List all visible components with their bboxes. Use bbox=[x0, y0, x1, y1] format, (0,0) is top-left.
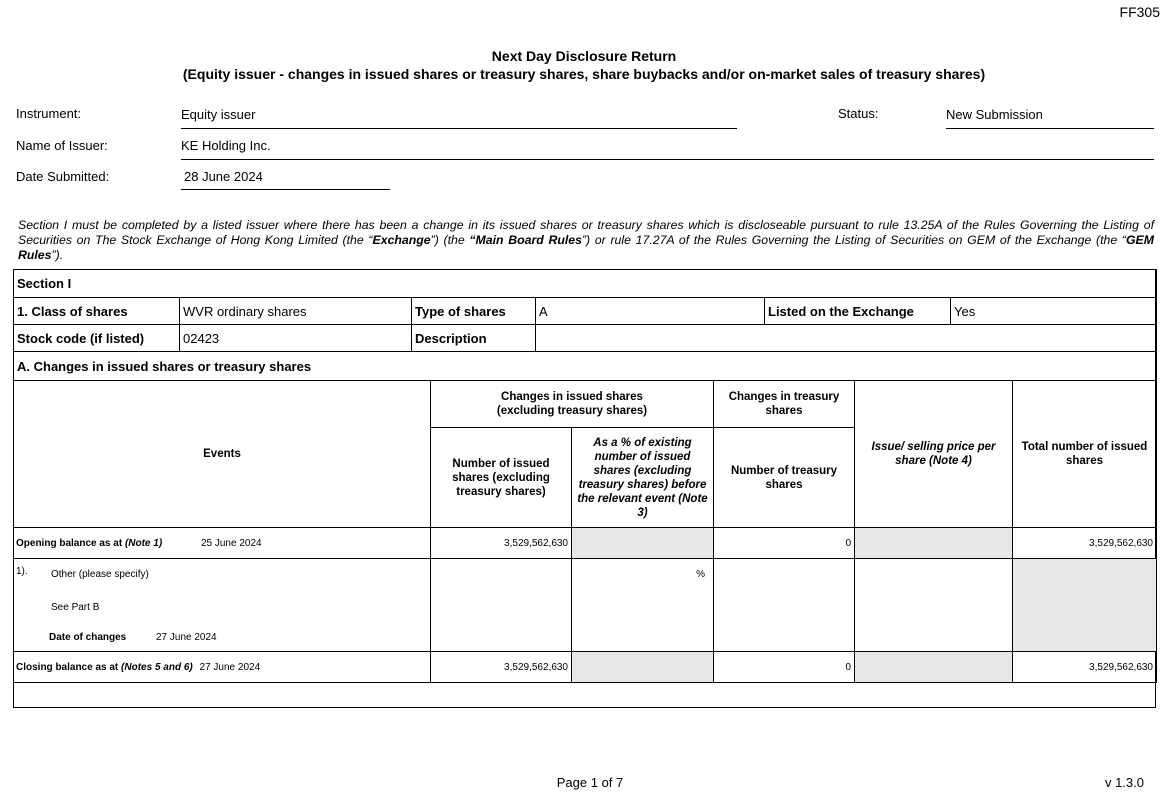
type-of-shares-value: A bbox=[536, 298, 765, 325]
event-type: Other (please specify) bbox=[51, 569, 149, 580]
exchange-term: Exchange bbox=[372, 233, 431, 247]
event-cell bbox=[14, 559, 431, 652]
opening-note: (Note 1) bbox=[124, 537, 163, 549]
section-title: Section I bbox=[14, 270, 1157, 298]
closing-pct-cell bbox=[572, 652, 714, 683]
event-detail: See Part B bbox=[51, 602, 100, 613]
event-date-label: Date of changes bbox=[49, 632, 127, 643]
date-submitted-value: 28 June 2024 bbox=[181, 169, 390, 190]
treasury-group-header: Changes in treasury shares bbox=[714, 381, 855, 428]
issuer-label: Name of Issuer: bbox=[16, 138, 108, 153]
closing-date: 27 June 2024 bbox=[199, 661, 261, 673]
gem-term: GEM Rules bbox=[18, 233, 1154, 262]
event-price-cell bbox=[855, 559, 1013, 652]
closing-balance-label: Closing balance as at bbox=[16, 661, 119, 673]
section-one-header-table bbox=[13, 269, 1157, 381]
closing-total-shares: 3,529,562,630 bbox=[1013, 652, 1157, 683]
form-code: FF305 bbox=[1119, 4, 1160, 20]
instrument-value: Equity issuer bbox=[181, 107, 737, 129]
event-number: 1). bbox=[16, 566, 28, 577]
stock-code-value: 02423 bbox=[180, 325, 412, 352]
issuer-value: KE Holding Inc. bbox=[181, 138, 1154, 160]
instrument-label: Instrument: bbox=[16, 106, 82, 121]
closing-treasury-shares: 0 bbox=[714, 652, 855, 683]
opening-price-cell bbox=[855, 528, 1013, 559]
description-value bbox=[536, 325, 1157, 352]
opening-balance-label: Opening balance as at bbox=[16, 537, 123, 549]
closing-note: (Notes 5 and 6) bbox=[121, 661, 193, 673]
closing-balance-cell bbox=[14, 652, 431, 683]
page-subtitle: (Equity issuer - changes in issued shares or treasury shares, share buybacks and/or on-market sales of treasury shares) bbox=[182, 66, 986, 82]
opening-balance-row bbox=[14, 528, 1157, 559]
opening-treasury-shares: 0 bbox=[714, 528, 855, 559]
percentage-header: As a % of existing number of issued shares (excluding treasury shares) before the relevant event (Note 3) bbox=[572, 428, 714, 528]
changes-table bbox=[13, 380, 1157, 683]
closing-issued-shares: 3,529,562,630 bbox=[431, 652, 572, 683]
description-label: Description bbox=[412, 325, 536, 352]
opening-balance-cell bbox=[14, 528, 431, 559]
type-of-shares-label: Type of shares bbox=[412, 298, 536, 325]
issued-group-header: Changes in issued shares (excluding treasury shares) bbox=[431, 381, 714, 428]
listed-value: Yes bbox=[951, 298, 1157, 325]
page-title: Next Day Disclosure Return bbox=[491, 48, 677, 64]
page-number: Page 1 of 7 bbox=[556, 775, 624, 790]
stock-code-label: Stock code (if listed) bbox=[14, 325, 180, 352]
treasury-shares-header: Number of treasury shares bbox=[714, 428, 855, 528]
closing-price-cell bbox=[855, 652, 1013, 683]
version-label: v 1.3.0 bbox=[1104, 775, 1144, 790]
opening-issued-shares: 3,529,562,630 bbox=[431, 528, 572, 559]
event-treasury-cell bbox=[714, 559, 855, 652]
part-a-title: A. Changes in issued shares or treasury shares bbox=[14, 352, 1157, 381]
class-of-shares-value: WVR ordinary shares bbox=[180, 298, 412, 325]
opening-pct-cell bbox=[572, 528, 714, 559]
opening-date: 25 June 2024 bbox=[200, 537, 262, 549]
main-board-term: “Main Board Rules bbox=[469, 233, 582, 247]
event-total-cell bbox=[1013, 559, 1157, 652]
events-header: Events bbox=[14, 381, 431, 528]
event-issued-cell bbox=[431, 559, 572, 652]
price-header: Issue/ selling price per share (Note 4) bbox=[855, 381, 1013, 528]
status-label: Status: bbox=[838, 106, 879, 121]
issued-shares-header: Number of issued shares (excluding treasury shares) bbox=[431, 428, 572, 528]
date-submitted-label: Date Submitted: bbox=[16, 169, 110, 184]
total-issued-header: Total number of issued shares bbox=[1013, 381, 1157, 528]
event-date: 27 June 2024 bbox=[156, 632, 217, 643]
event-pct-cell: % bbox=[572, 559, 714, 652]
section-instructions: Section I must be completed by a listed issuer where there has been a change in its issued shares or treasury shares which is discloseable pursuant to rule 13.25A of the Rules Governing the Listing of Securities on The Stock Exchange of Hong Kong Limited (the “Exchange”) (the “Main Board Rules”) or rule 17.27A of the Rules Governing the Listing of Securities on GEM of the Exchange (the “GEM Rules”). bbox=[18, 218, 1154, 262]
listed-label: Listed on the Exchange bbox=[765, 298, 951, 325]
event-row bbox=[14, 559, 1157, 652]
class-of-shares-label: 1. Class of shares bbox=[14, 298, 180, 325]
closing-balance-row bbox=[14, 652, 1157, 683]
opening-total-shares: 3,529,562,630 bbox=[1013, 528, 1157, 559]
status-value: New Submission bbox=[946, 107, 1154, 129]
